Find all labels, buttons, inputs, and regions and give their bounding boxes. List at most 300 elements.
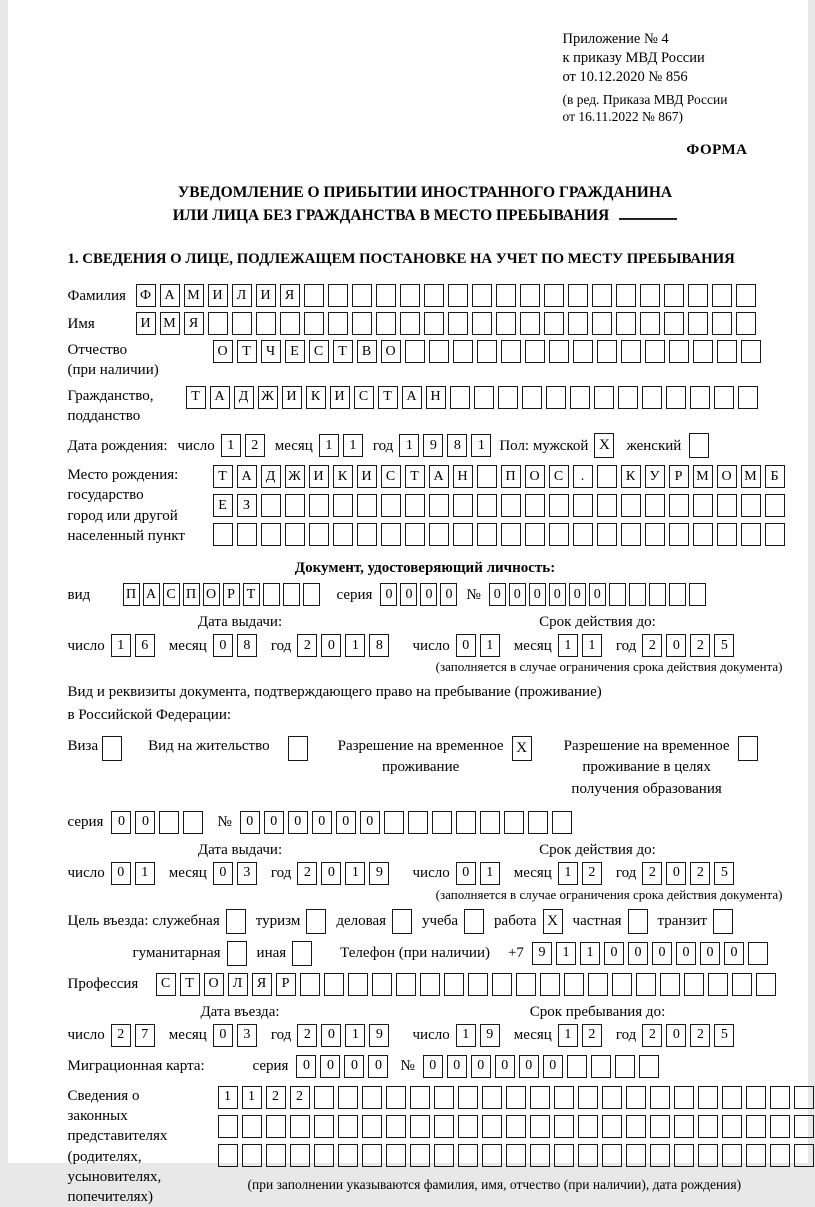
char-cell[interactable] bbox=[746, 1144, 766, 1167]
char-cell[interactable] bbox=[698, 1115, 718, 1138]
char-cell[interactable]: 0 bbox=[440, 583, 457, 606]
char-cell[interactable] bbox=[544, 312, 564, 335]
char-cell[interactable] bbox=[746, 1086, 766, 1109]
char-cell[interactable]: 2 bbox=[690, 634, 710, 657]
char-cell[interactable] bbox=[482, 1144, 502, 1167]
char-cell[interactable] bbox=[280, 312, 300, 335]
char-cell[interactable]: О bbox=[203, 583, 220, 606]
char-cell[interactable] bbox=[232, 312, 252, 335]
char-cell[interactable] bbox=[304, 284, 324, 307]
char-cell[interactable]: 1 bbox=[111, 634, 131, 657]
char-cell[interactable] bbox=[338, 1086, 358, 1109]
char-cell[interactable] bbox=[540, 973, 560, 996]
purpose-tourism-checkbox[interactable] bbox=[306, 909, 326, 934]
char-cell[interactable] bbox=[480, 811, 500, 834]
char-cell[interactable] bbox=[746, 1115, 766, 1138]
char-cell[interactable]: 1 bbox=[471, 434, 491, 457]
char-cell[interactable] bbox=[314, 1144, 334, 1167]
char-cell[interactable] bbox=[261, 523, 281, 546]
char-cell[interactable] bbox=[474, 386, 494, 409]
char-cell[interactable]: 0 bbox=[652, 942, 672, 965]
char-cell[interactable]: 1 bbox=[343, 434, 363, 457]
char-cell[interactable] bbox=[434, 1086, 454, 1109]
char-cell[interactable]: 0 bbox=[628, 942, 648, 965]
char-cell[interactable]: Я bbox=[280, 284, 300, 307]
char-cell[interactable] bbox=[405, 494, 425, 517]
char-cell[interactable] bbox=[424, 284, 444, 307]
char-cell[interactable] bbox=[732, 973, 752, 996]
char-cell[interactable] bbox=[549, 523, 569, 546]
char-cell[interactable]: 0 bbox=[423, 1055, 443, 1078]
char-cell[interactable]: М bbox=[693, 465, 713, 488]
char-cell[interactable] bbox=[242, 1144, 262, 1167]
char-cell[interactable] bbox=[338, 1144, 358, 1167]
char-cell[interactable]: С bbox=[156, 973, 176, 996]
char-cell[interactable]: 1 bbox=[480, 862, 500, 885]
char-cell[interactable]: 1 bbox=[558, 862, 578, 885]
char-cell[interactable]: 9 bbox=[423, 434, 443, 457]
purpose-study-checkbox[interactable] bbox=[464, 909, 484, 934]
char-cell[interactable]: 2 bbox=[642, 862, 662, 885]
char-cell[interactable]: П bbox=[501, 465, 521, 488]
char-cell[interactable]: А bbox=[237, 465, 257, 488]
char-cell[interactable]: 0 bbox=[529, 583, 546, 606]
char-cell[interactable]: Б bbox=[765, 465, 785, 488]
char-cell[interactable]: Т bbox=[243, 583, 260, 606]
char-cell[interactable] bbox=[506, 1115, 526, 1138]
char-cell[interactable] bbox=[602, 1115, 622, 1138]
char-cell[interactable] bbox=[525, 494, 545, 517]
char-cell[interactable]: 0 bbox=[360, 811, 380, 834]
char-cell[interactable] bbox=[645, 523, 665, 546]
char-cell[interactable] bbox=[568, 284, 588, 307]
char-cell[interactable] bbox=[689, 583, 706, 606]
char-cell[interactable] bbox=[748, 942, 768, 965]
char-cell[interactable] bbox=[717, 523, 737, 546]
purpose-private-checkbox[interactable] bbox=[628, 909, 648, 934]
char-cell[interactable]: 0 bbox=[344, 1055, 364, 1078]
char-cell[interactable]: 0 bbox=[240, 811, 260, 834]
char-cell[interactable] bbox=[400, 284, 420, 307]
char-cell[interactable] bbox=[573, 340, 593, 363]
char-cell[interactable] bbox=[770, 1144, 790, 1167]
char-cell[interactable] bbox=[218, 1115, 238, 1138]
char-cell[interactable] bbox=[396, 973, 416, 996]
char-cell[interactable]: 6 bbox=[135, 634, 155, 657]
char-cell[interactable] bbox=[420, 973, 440, 996]
char-cell[interactable] bbox=[362, 1086, 382, 1109]
char-cell[interactable]: 0 bbox=[320, 1055, 340, 1078]
char-cell[interactable] bbox=[664, 284, 684, 307]
char-cell[interactable] bbox=[285, 523, 305, 546]
char-cell[interactable]: 0 bbox=[380, 583, 397, 606]
char-cell[interactable] bbox=[645, 494, 665, 517]
char-cell[interactable] bbox=[237, 523, 257, 546]
char-cell[interactable] bbox=[546, 386, 566, 409]
char-cell[interactable] bbox=[290, 1144, 310, 1167]
char-cell[interactable]: 3 bbox=[237, 862, 257, 885]
char-cell[interactable] bbox=[626, 1086, 646, 1109]
char-cell[interactable] bbox=[429, 523, 449, 546]
char-cell[interactable]: 1 bbox=[558, 634, 578, 657]
char-cell[interactable] bbox=[453, 340, 473, 363]
char-cell[interactable]: 0 bbox=[368, 1055, 388, 1078]
char-cell[interactable] bbox=[213, 523, 233, 546]
char-cell[interactable]: 9 bbox=[532, 942, 552, 965]
char-cell[interactable] bbox=[693, 523, 713, 546]
char-cell[interactable] bbox=[468, 973, 488, 996]
char-cell[interactable] bbox=[708, 973, 728, 996]
char-cell[interactable] bbox=[444, 973, 464, 996]
char-cell[interactable] bbox=[352, 312, 372, 335]
char-cell[interactable]: 0 bbox=[321, 1024, 341, 1047]
char-cell[interactable] bbox=[549, 340, 569, 363]
char-cell[interactable]: 3 bbox=[237, 1024, 257, 1047]
char-cell[interactable] bbox=[458, 1115, 478, 1138]
char-cell[interactable] bbox=[263, 583, 280, 606]
char-cell[interactable]: 0 bbox=[676, 942, 696, 965]
char-cell[interactable]: Т bbox=[213, 465, 233, 488]
char-cell[interactable] bbox=[448, 284, 468, 307]
char-cell[interactable] bbox=[333, 494, 353, 517]
char-cell[interactable]: П bbox=[123, 583, 140, 606]
char-cell[interactable]: О bbox=[381, 340, 401, 363]
char-cell[interactable] bbox=[736, 284, 756, 307]
char-cell[interactable]: 0 bbox=[604, 942, 624, 965]
char-cell[interactable] bbox=[525, 340, 545, 363]
char-cell[interactable] bbox=[283, 583, 300, 606]
char-cell[interactable]: Я bbox=[184, 312, 204, 335]
char-cell[interactable]: И bbox=[208, 284, 228, 307]
char-cell[interactable]: А bbox=[402, 386, 422, 409]
char-cell[interactable] bbox=[693, 340, 713, 363]
char-cell[interactable] bbox=[698, 1086, 718, 1109]
char-cell[interactable] bbox=[765, 523, 785, 546]
char-cell[interactable] bbox=[602, 1144, 622, 1167]
char-cell[interactable] bbox=[741, 340, 761, 363]
char-cell[interactable]: 1 bbox=[218, 1086, 238, 1109]
char-cell[interactable]: Ф bbox=[136, 284, 156, 307]
char-cell[interactable]: 1 bbox=[345, 1024, 365, 1047]
char-cell[interactable]: 0 bbox=[666, 1024, 686, 1047]
char-cell[interactable] bbox=[722, 1086, 742, 1109]
char-cell[interactable]: 1 bbox=[345, 862, 365, 885]
char-cell[interactable] bbox=[629, 583, 646, 606]
char-cell[interactable] bbox=[482, 1115, 502, 1138]
char-cell[interactable]: 5 bbox=[714, 634, 734, 657]
char-cell[interactable] bbox=[578, 1115, 598, 1138]
char-cell[interactable] bbox=[424, 312, 444, 335]
char-cell[interactable]: Е bbox=[285, 340, 305, 363]
char-cell[interactable] bbox=[328, 312, 348, 335]
char-cell[interactable]: 0 bbox=[549, 583, 566, 606]
char-cell[interactable] bbox=[530, 1086, 550, 1109]
char-cell[interactable] bbox=[520, 284, 540, 307]
char-cell[interactable]: Т bbox=[237, 340, 257, 363]
char-cell[interactable]: 1 bbox=[135, 862, 155, 885]
char-cell[interactable] bbox=[573, 523, 593, 546]
char-cell[interactable] bbox=[386, 1144, 406, 1167]
char-cell[interactable] bbox=[693, 494, 713, 517]
char-cell[interactable] bbox=[458, 1086, 478, 1109]
char-cell[interactable] bbox=[304, 312, 324, 335]
char-cell[interactable] bbox=[506, 1144, 526, 1167]
char-cell[interactable] bbox=[621, 494, 641, 517]
char-cell[interactable] bbox=[285, 494, 305, 517]
char-cell[interactable] bbox=[501, 523, 521, 546]
char-cell[interactable] bbox=[640, 284, 660, 307]
char-cell[interactable] bbox=[616, 284, 636, 307]
char-cell[interactable] bbox=[621, 523, 641, 546]
char-cell[interactable]: Р bbox=[276, 973, 296, 996]
char-cell[interactable]: 0 bbox=[321, 634, 341, 657]
char-cell[interactable]: С bbox=[549, 465, 569, 488]
char-cell[interactable]: 2 bbox=[582, 862, 602, 885]
char-cell[interactable] bbox=[554, 1144, 574, 1167]
char-cell[interactable] bbox=[642, 386, 662, 409]
char-cell[interactable]: 0 bbox=[447, 1055, 467, 1078]
char-cell[interactable]: В bbox=[357, 340, 377, 363]
char-cell[interactable] bbox=[477, 465, 497, 488]
char-cell[interactable] bbox=[597, 465, 617, 488]
char-cell[interactable] bbox=[218, 1144, 238, 1167]
temp-residence-checkbox[interactable]: X bbox=[512, 736, 532, 761]
char-cell[interactable] bbox=[300, 973, 320, 996]
char-cell[interactable]: 1 bbox=[221, 434, 241, 457]
char-cell[interactable]: 2 bbox=[297, 1024, 317, 1047]
char-cell[interactable] bbox=[564, 973, 584, 996]
char-cell[interactable] bbox=[357, 494, 377, 517]
purpose-business-checkbox[interactable] bbox=[226, 909, 246, 934]
char-cell[interactable] bbox=[309, 494, 329, 517]
char-cell[interactable] bbox=[410, 1115, 430, 1138]
char-cell[interactable]: С bbox=[309, 340, 329, 363]
char-cell[interactable]: 0 bbox=[213, 634, 233, 657]
char-cell[interactable] bbox=[183, 811, 203, 834]
char-cell[interactable]: 0 bbox=[456, 862, 476, 885]
char-cell[interactable]: И bbox=[282, 386, 302, 409]
char-cell[interactable]: 0 bbox=[666, 862, 686, 885]
char-cell[interactable] bbox=[609, 583, 626, 606]
char-cell[interactable] bbox=[592, 284, 612, 307]
char-cell[interactable] bbox=[352, 284, 372, 307]
char-cell[interactable] bbox=[650, 1144, 670, 1167]
char-cell[interactable]: 0 bbox=[111, 811, 131, 834]
char-cell[interactable] bbox=[498, 386, 518, 409]
char-cell[interactable] bbox=[722, 1144, 742, 1167]
char-cell[interactable] bbox=[544, 284, 564, 307]
char-cell[interactable] bbox=[741, 494, 761, 517]
char-cell[interactable] bbox=[314, 1115, 334, 1138]
char-cell[interactable] bbox=[530, 1115, 550, 1138]
char-cell[interactable] bbox=[741, 523, 761, 546]
char-cell[interactable] bbox=[324, 973, 344, 996]
char-cell[interactable]: 2 bbox=[297, 862, 317, 885]
char-cell[interactable] bbox=[472, 312, 492, 335]
char-cell[interactable]: О bbox=[204, 973, 224, 996]
char-cell[interactable]: 2 bbox=[290, 1086, 310, 1109]
char-cell[interactable]: Т bbox=[186, 386, 206, 409]
char-cell[interactable]: 2 bbox=[111, 1024, 131, 1047]
char-cell[interactable]: М bbox=[160, 312, 180, 335]
char-cell[interactable] bbox=[578, 1086, 598, 1109]
char-cell[interactable] bbox=[636, 973, 656, 996]
char-cell[interactable]: 2 bbox=[690, 862, 710, 885]
char-cell[interactable]: 2 bbox=[297, 634, 317, 657]
char-cell[interactable] bbox=[549, 494, 569, 517]
char-cell[interactable]: 8 bbox=[237, 634, 257, 657]
char-cell[interactable]: Д bbox=[261, 465, 281, 488]
char-cell[interactable] bbox=[159, 811, 179, 834]
char-cell[interactable] bbox=[712, 284, 732, 307]
char-cell[interactable] bbox=[506, 1086, 526, 1109]
char-cell[interactable] bbox=[770, 1115, 790, 1138]
char-cell[interactable] bbox=[477, 494, 497, 517]
char-cell[interactable]: И bbox=[357, 465, 377, 488]
char-cell[interactable]: М bbox=[741, 465, 761, 488]
char-cell[interactable]: Р bbox=[223, 583, 240, 606]
char-cell[interactable]: 0 bbox=[543, 1055, 563, 1078]
char-cell[interactable] bbox=[591, 1055, 611, 1078]
char-cell[interactable] bbox=[376, 312, 396, 335]
char-cell[interactable]: 0 bbox=[509, 583, 526, 606]
char-cell[interactable]: 2 bbox=[642, 1024, 662, 1047]
char-cell[interactable] bbox=[408, 811, 428, 834]
char-cell[interactable] bbox=[372, 973, 392, 996]
char-cell[interactable]: 1 bbox=[399, 434, 419, 457]
char-cell[interactable] bbox=[472, 284, 492, 307]
char-cell[interactable] bbox=[496, 284, 516, 307]
char-cell[interactable]: 0 bbox=[336, 811, 356, 834]
char-cell[interactable] bbox=[615, 1055, 635, 1078]
char-cell[interactable]: 5 bbox=[714, 1024, 734, 1047]
char-cell[interactable] bbox=[314, 1086, 334, 1109]
char-cell[interactable] bbox=[504, 811, 524, 834]
char-cell[interactable]: М bbox=[184, 284, 204, 307]
purpose-work-checkbox[interactable]: X bbox=[543, 909, 563, 934]
char-cell[interactable] bbox=[669, 583, 686, 606]
char-cell[interactable]: С bbox=[163, 583, 180, 606]
char-cell[interactable] bbox=[362, 1115, 382, 1138]
char-cell[interactable] bbox=[594, 386, 614, 409]
char-cell[interactable] bbox=[453, 494, 473, 517]
sex-male-checkbox[interactable]: X bbox=[594, 433, 614, 458]
char-cell[interactable]: У bbox=[645, 465, 665, 488]
char-cell[interactable]: 0 bbox=[321, 862, 341, 885]
char-cell[interactable]: К bbox=[333, 465, 353, 488]
char-cell[interactable]: Т bbox=[333, 340, 353, 363]
char-cell[interactable]: Т bbox=[405, 465, 425, 488]
char-cell[interactable] bbox=[650, 1086, 670, 1109]
char-cell[interactable] bbox=[357, 523, 377, 546]
char-cell[interactable]: 0 bbox=[724, 942, 744, 965]
char-cell[interactable]: 2 bbox=[642, 634, 662, 657]
char-cell[interactable] bbox=[266, 1115, 286, 1138]
char-cell[interactable]: К bbox=[306, 386, 326, 409]
char-cell[interactable] bbox=[669, 494, 689, 517]
char-cell[interactable] bbox=[554, 1115, 574, 1138]
char-cell[interactable]: 1 bbox=[580, 942, 600, 965]
char-cell[interactable] bbox=[528, 811, 548, 834]
purpose-commercial-checkbox[interactable] bbox=[392, 909, 412, 934]
char-cell[interactable] bbox=[256, 312, 276, 335]
char-cell[interactable] bbox=[639, 1055, 659, 1078]
char-cell[interactable] bbox=[649, 583, 666, 606]
char-cell[interactable] bbox=[722, 1115, 742, 1138]
char-cell[interactable] bbox=[626, 1144, 646, 1167]
char-cell[interactable]: И bbox=[309, 465, 329, 488]
char-cell[interactable] bbox=[386, 1115, 406, 1138]
char-cell[interactable] bbox=[522, 386, 542, 409]
char-cell[interactable] bbox=[453, 523, 473, 546]
char-cell[interactable] bbox=[660, 973, 680, 996]
char-cell[interactable]: 2 bbox=[245, 434, 265, 457]
purpose-humanitarian-checkbox[interactable] bbox=[227, 941, 247, 966]
char-cell[interactable] bbox=[434, 1144, 454, 1167]
char-cell[interactable]: 7 bbox=[135, 1024, 155, 1047]
char-cell[interactable] bbox=[208, 312, 228, 335]
char-cell[interactable] bbox=[621, 340, 641, 363]
char-cell[interactable]: Д bbox=[234, 386, 254, 409]
char-cell[interactable]: И bbox=[330, 386, 350, 409]
char-cell[interactable] bbox=[458, 1144, 478, 1167]
char-cell[interactable] bbox=[568, 312, 588, 335]
char-cell[interactable]: 9 bbox=[369, 1024, 389, 1047]
char-cell[interactable] bbox=[303, 583, 320, 606]
char-cell[interactable] bbox=[765, 494, 785, 517]
char-cell[interactable]: Я bbox=[252, 973, 272, 996]
char-cell[interactable] bbox=[688, 284, 708, 307]
char-cell[interactable]: 0 bbox=[495, 1055, 515, 1078]
char-cell[interactable]: 0 bbox=[213, 1024, 233, 1047]
char-cell[interactable] bbox=[640, 312, 660, 335]
char-cell[interactable]: 0 bbox=[213, 862, 233, 885]
char-cell[interactable] bbox=[717, 340, 737, 363]
char-cell[interactable] bbox=[501, 340, 521, 363]
char-cell[interactable] bbox=[456, 811, 476, 834]
char-cell[interactable] bbox=[570, 386, 590, 409]
char-cell[interactable] bbox=[477, 340, 497, 363]
char-cell[interactable] bbox=[717, 494, 737, 517]
char-cell[interactable] bbox=[448, 312, 468, 335]
char-cell[interactable]: О bbox=[717, 465, 737, 488]
char-cell[interactable] bbox=[794, 1086, 814, 1109]
char-cell[interactable] bbox=[376, 284, 396, 307]
char-cell[interactable]: 0 bbox=[400, 583, 417, 606]
char-cell[interactable]: Ч bbox=[261, 340, 281, 363]
char-cell[interactable] bbox=[669, 523, 689, 546]
char-cell[interactable] bbox=[242, 1115, 262, 1138]
char-cell[interactable]: 2 bbox=[582, 1024, 602, 1047]
char-cell[interactable] bbox=[381, 494, 401, 517]
char-cell[interactable] bbox=[520, 312, 540, 335]
char-cell[interactable] bbox=[714, 386, 734, 409]
char-cell[interactable]: О bbox=[525, 465, 545, 488]
char-cell[interactable]: С bbox=[381, 465, 401, 488]
char-cell[interactable] bbox=[597, 340, 617, 363]
char-cell[interactable]: А bbox=[210, 386, 230, 409]
char-cell[interactable] bbox=[348, 973, 368, 996]
char-cell[interactable] bbox=[794, 1144, 814, 1167]
char-cell[interactable] bbox=[496, 312, 516, 335]
char-cell[interactable]: 9 bbox=[480, 1024, 500, 1047]
char-cell[interactable] bbox=[770, 1086, 790, 1109]
char-cell[interactable] bbox=[429, 494, 449, 517]
char-cell[interactable] bbox=[602, 1086, 622, 1109]
char-cell[interactable] bbox=[410, 1144, 430, 1167]
char-cell[interactable] bbox=[738, 386, 758, 409]
char-cell[interactable] bbox=[405, 523, 425, 546]
